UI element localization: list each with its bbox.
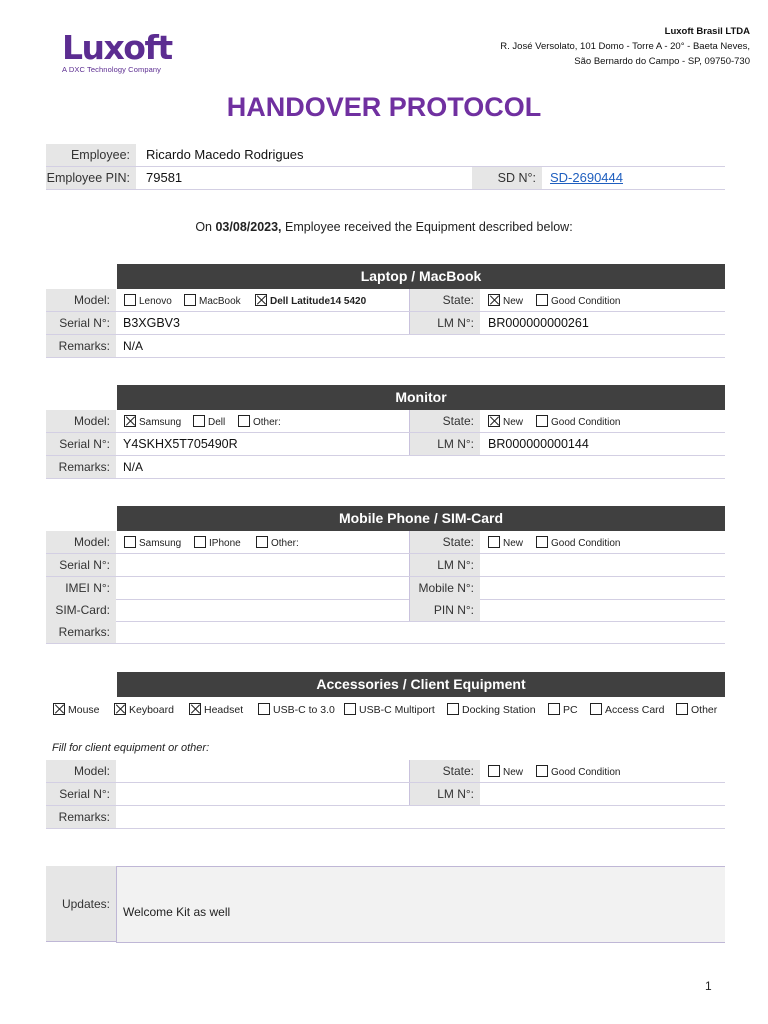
laptop-state-good[interactable]: Good Condition	[536, 294, 621, 308]
laptop-remarks-row	[46, 335, 725, 358]
laptop-opt-macbook[interactable]: MacBook	[184, 294, 241, 308]
laptop-lm-value: BR000000000261	[488, 316, 589, 330]
mobile-opt-other[interactable]: Other:	[256, 536, 299, 550]
client-state-new[interactable]: New	[488, 765, 523, 779]
checkbox-icon	[536, 536, 548, 548]
mobile-simcard-label: SIM-Card:	[46, 599, 116, 621]
checkbox-icon	[447, 703, 459, 715]
laptop-model-label: Model:	[46, 289, 116, 311]
monitor-lm-value: BR000000000144	[488, 437, 589, 451]
accessory-usbc-30[interactable]: USB-C to 3.0	[258, 703, 335, 716]
sd-label: SD N°:	[472, 167, 542, 189]
employee-label: Employee:	[46, 144, 136, 166]
checkbox-icon	[124, 294, 136, 306]
laptop-model-row	[46, 289, 725, 312]
monitor-section-header: Monitor	[117, 385, 725, 410]
mobile-pin-label: PIN N°:	[410, 599, 480, 621]
client-remarks-label: Remarks:	[46, 806, 116, 828]
client-model-label: Model:	[46, 760, 116, 782]
statement-prefix: On	[195, 220, 212, 234]
logo-wordmark: Luxoft	[62, 28, 172, 67]
checked-checkbox-icon	[255, 294, 267, 306]
mobile-remarks-label: Remarks:	[46, 621, 116, 643]
updates-extra-cell	[410, 866, 725, 943]
accessory-other[interactable]: Other	[676, 703, 717, 716]
laptop-serial-label: Serial N°:	[46, 312, 116, 334]
checkbox-icon	[194, 536, 206, 548]
mobile-opt-iphone[interactable]: IPhone	[194, 536, 241, 550]
accessory-usbc-multiport[interactable]: USB-C Multiport	[344, 703, 435, 716]
monitor-remarks-label: Remarks:	[46, 456, 116, 478]
checkbox-icon	[488, 765, 500, 777]
client-lm-label: LM N°:	[410, 783, 480, 805]
monitor-model-label: Model:	[46, 410, 116, 432]
monitor-serial-row	[46, 433, 725, 456]
monitor-opt-samsung[interactable]: Samsung	[124, 415, 181, 429]
logo-subtitle: A DXC Technology Company	[62, 65, 161, 74]
mobile-model-label: Model:	[46, 531, 116, 553]
laptop-opt-dell[interactable]: Dell Latitude14 5420	[255, 294, 366, 308]
accessory-pc[interactable]: PC	[548, 703, 578, 716]
mobile-state-label: State:	[410, 531, 480, 553]
laptop-state-new[interactable]: New	[488, 294, 523, 308]
mobile-model-row	[46, 531, 725, 554]
checkbox-icon	[536, 415, 548, 427]
laptop-remarks-value: N/A	[123, 339, 144, 353]
monitor-remarks-value: N/A	[123, 460, 144, 474]
monitor-state-good[interactable]: Good Condition	[536, 415, 621, 429]
statement	[0, 220, 768, 234]
accessory-access-card[interactable]: Access Card	[590, 703, 665, 716]
checkbox-icon	[256, 536, 268, 548]
checked-checkbox-icon	[488, 415, 500, 427]
fill-note: Fill for client equipment or other:	[52, 742, 210, 754]
monitor-opt-other[interactable]: Other:	[238, 415, 281, 429]
luxoft-logo	[62, 30, 172, 74]
mobile-state-new[interactable]: New	[488, 536, 523, 550]
monitor-serial-label: Serial N°:	[46, 433, 116, 455]
pin-label: Employee PIN:	[46, 167, 136, 189]
accessories-section-header: Accessories / Client Equipment	[117, 672, 725, 697]
laptop-serial-value: B3XGBV3	[123, 316, 180, 330]
employee-row	[46, 144, 725, 167]
employee-value: Ricardo Macedo Rodrigues	[146, 147, 304, 162]
checkbox-icon	[548, 703, 560, 715]
updates-text: Welcome Kit as well	[123, 905, 231, 919]
laptop-state-label: State:	[410, 289, 480, 311]
client-remarks-row	[46, 806, 725, 829]
laptop-serial-row	[46, 312, 725, 335]
checkbox-icon	[258, 703, 270, 715]
company-address	[500, 24, 750, 69]
checkbox-icon	[124, 536, 136, 548]
checkbox-icon	[344, 703, 356, 715]
updates-text-cell	[116, 866, 411, 943]
accessory-docking-station[interactable]: Docking Station	[447, 703, 536, 716]
monitor-model-row	[46, 410, 725, 433]
laptop-lm-label: LM N°:	[410, 312, 480, 334]
pin-value: 79581	[146, 170, 183, 185]
checked-checkbox-icon	[189, 703, 201, 715]
mobile-lm-label: LM N°:	[410, 554, 480, 576]
checkbox-icon	[536, 294, 548, 306]
company-name: Luxoft Brasil LTDA	[664, 26, 750, 37]
monitor-serial-value: Y4SKHX5T705490R	[123, 437, 238, 451]
accessory-headset[interactable]: Headset	[189, 703, 243, 716]
laptop-remarks-label: Remarks:	[46, 335, 116, 357]
checkbox-icon	[193, 415, 205, 427]
checked-checkbox-icon	[124, 415, 136, 427]
mobile-opt-samsung[interactable]: Samsung	[124, 536, 181, 550]
mobile-remarks-row	[46, 621, 725, 644]
mobile-imei-row	[46, 577, 725, 600]
checked-checkbox-icon	[488, 294, 500, 306]
checkbox-icon	[676, 703, 688, 715]
mobile-imei-label: IMEI N°:	[46, 577, 116, 599]
checkbox-icon	[238, 415, 250, 427]
mobile-simcard-row	[46, 599, 725, 622]
mobile-number-label: Mobile N°:	[410, 577, 480, 599]
client-state-good[interactable]: Good Condition	[536, 765, 621, 779]
updates-label-cell	[46, 866, 116, 942]
sd-link[interactable]: SD-2690444	[550, 170, 623, 185]
employee-pin-row	[46, 167, 725, 190]
accessory-keyboard[interactable]: Keyboard	[114, 703, 174, 716]
client-model-row	[46, 760, 725, 783]
mobile-serial-label: Serial N°:	[46, 554, 116, 576]
checkbox-icon	[590, 703, 602, 715]
client-serial-row	[46, 783, 725, 806]
document-title: HANDOVER PROTOCOL	[226, 92, 542, 122]
laptop-section-header: Laptop / MacBook	[117, 264, 725, 289]
accessory-mouse[interactable]: Mouse	[53, 703, 100, 716]
statement-date: 03/08/2023,	[215, 220, 282, 234]
monitor-lm-label: LM N°:	[410, 433, 480, 455]
mobile-state-good[interactable]: Good Condition	[536, 536, 621, 550]
checkbox-icon	[536, 765, 548, 777]
checked-checkbox-icon	[114, 703, 126, 715]
client-state-label: State:	[410, 760, 480, 782]
address-line-1: R. José Versolato, 101 Domo - Torre A - 20° - Baeta Neves,	[500, 41, 750, 52]
page-number: 1	[705, 979, 712, 993]
statement-suffix: Employee received the Equipment described below:	[285, 220, 573, 234]
monitor-state-label: State:	[410, 410, 480, 432]
mobile-serial-row	[46, 554, 725, 577]
monitor-state-new[interactable]: New	[488, 415, 523, 429]
checkbox-icon	[184, 294, 196, 306]
laptop-opt-lenovo[interactable]: Lenovo	[124, 294, 172, 308]
checkbox-icon	[488, 536, 500, 548]
updates-label: Updates:	[61, 897, 110, 911]
monitor-opt-dell[interactable]: Dell	[193, 415, 225, 429]
monitor-remarks-row	[46, 456, 725, 479]
mobile-section-header: Mobile Phone / SIM-Card	[117, 506, 725, 531]
checked-checkbox-icon	[53, 703, 65, 715]
client-serial-label: Serial N°:	[46, 783, 116, 805]
address-line-2: São Bernardo do Campo - SP, 09750-730	[574, 56, 750, 67]
